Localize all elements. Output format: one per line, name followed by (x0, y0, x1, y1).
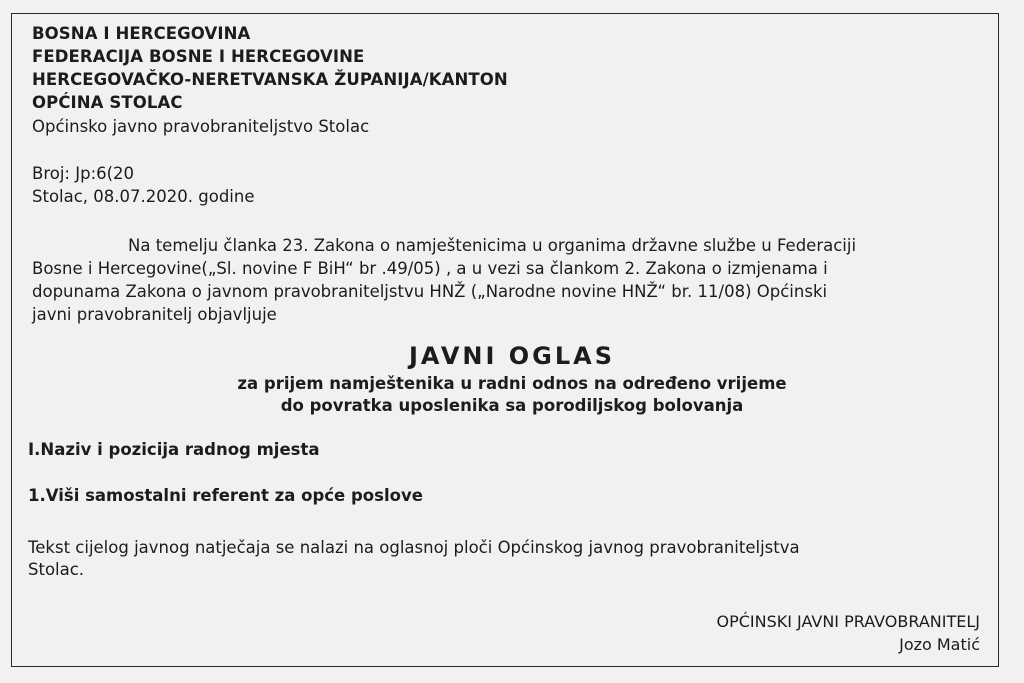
closing-paragraph (28, 537, 988, 581)
header-line-federation: FEDERACIJA BOSNE I HERCEGOVINE (32, 47, 365, 66)
position-title: 1.Viši samostalni referent za opće poslove (28, 486, 423, 505)
notice-title: JAVNI OGLAS (408, 342, 616, 370)
header-line-canton: HERCEGOVAČKO-NERETVANSKA ŽUPANIJA/KANTON (32, 70, 508, 89)
reference-block (32, 162, 255, 208)
institution-header (32, 22, 508, 114)
place-date: Stolac, 08.07.2020. godine (32, 187, 255, 206)
signatory-name: Jozo Matić (899, 635, 980, 654)
section-heading: I.Naziv i pozicija radnog mjesta (28, 440, 320, 459)
intro-line: Na temelju članka 23. Zakona o namještenicima u organima državne službe u Federaciji (128, 236, 857, 255)
header-line-municipality: OPĆINA STOLAC (32, 93, 183, 112)
subtitle-line: do povratka uposlenika sa porodiljskog bolovanja (280, 396, 744, 415)
intro-line: Bosne i Hercegovine(„Sl. novine F BiH“ br .49/05) , a u vezi sa člankom 2. Zakona o izmjenama i (32, 259, 828, 278)
intro-line: dopunama Zakona o javnom pravobraniteljstvu HNŽ („Narodne novine HNŽ“ br. 11/08) Općinski (32, 282, 828, 301)
closing-line: Stolac. (28, 560, 85, 579)
header-line-country: BOSNA I HERCEGOVINA (32, 24, 251, 43)
office-name: Općinsko javno pravobraniteljstvo Stolac (32, 117, 370, 136)
notice-subtitle (0, 373, 1024, 417)
intro-line: javni pravobranitelj objavljuje (32, 305, 277, 324)
signatory-role: OPĆINSKI JAVNI PRAVOBRANITELJ (716, 612, 980, 631)
reference-number: Broj: Jp:6(20 (32, 164, 135, 183)
intro-paragraph (32, 234, 992, 326)
subtitle-line: za prijem namještenika u radni odnos na određeno vrijeme (237, 374, 787, 393)
signature-block (716, 610, 980, 656)
closing-line: Tekst cijelog javnog natječaja se nalazi na oglasnoj ploči Općinskog javnog pravobraniteljstva (28, 538, 800, 557)
